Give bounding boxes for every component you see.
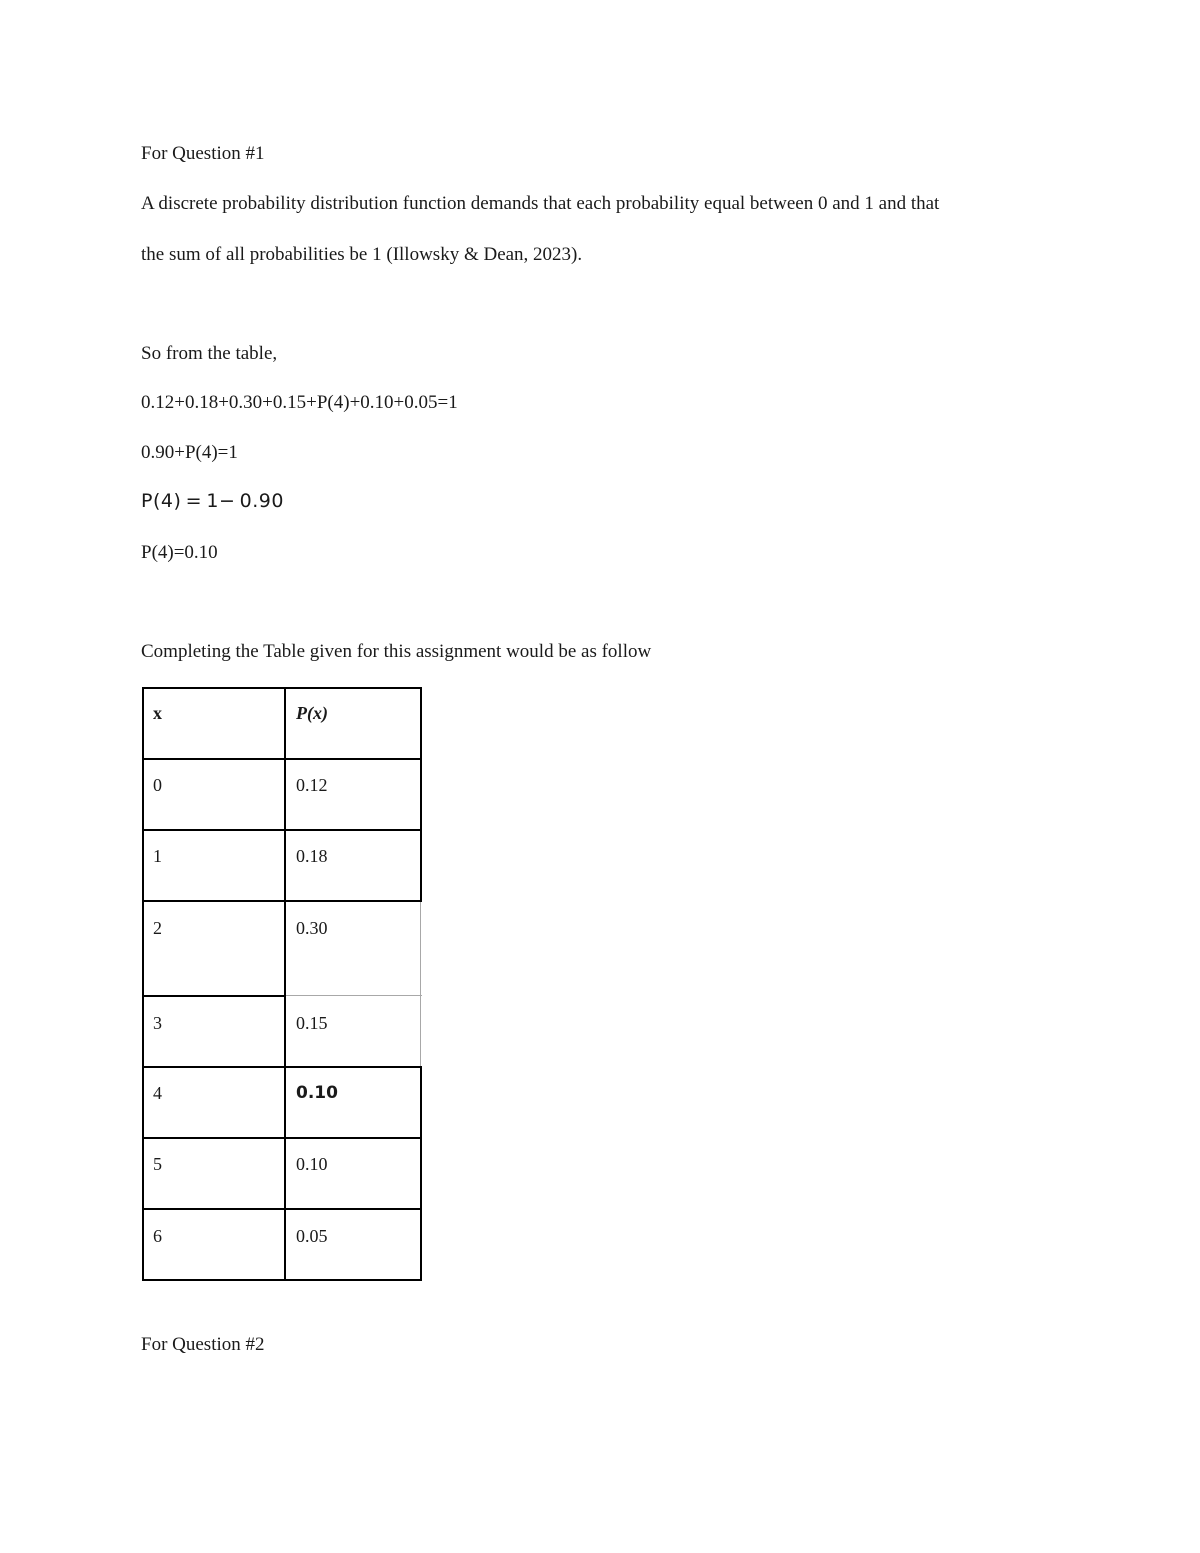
probability-table: [142, 687, 422, 1281]
table-border: [284, 687, 286, 1281]
question-2-heading: For Question #2: [141, 1334, 265, 1355]
table-cell-x: 6: [153, 1226, 162, 1246]
completing-table-text: Completing the Table given for this assignment would be as follow: [141, 641, 652, 662]
table-header-x: x: [153, 703, 162, 723]
table-border: [420, 1067, 422, 1281]
table-border: [286, 995, 422, 996]
table-border: [142, 1066, 422, 1068]
table-cell-px: 0.05: [296, 1226, 328, 1246]
table-header-px: P(x): [296, 703, 328, 723]
paragraph-line-1: A discrete probability distribution function demands that each probability equal between 0 and 1 and that: [141, 193, 940, 214]
table-cell-x: 0: [153, 775, 162, 795]
equation-solve: P(4) = 1− 0.90: [141, 490, 284, 512]
table-cell-px-highlight: 0.10: [296, 1083, 338, 1103]
table-cell-px: 0.10: [296, 1154, 328, 1174]
equation-sum: 0.12+0.18+0.30+0.15+P(4)+0.10+0.05=1: [141, 392, 458, 413]
table-cell-px: 0.30: [296, 918, 328, 938]
table-border: [142, 1208, 422, 1210]
table-cell-x: 1: [153, 846, 162, 866]
table-border: [142, 829, 422, 831]
table-cell-px: 0.12: [296, 775, 328, 795]
table-cell-x: 4: [153, 1083, 162, 1103]
table-border: [142, 687, 422, 689]
table-cell-x: 5: [153, 1154, 162, 1174]
table-cell-x: 3: [153, 1013, 162, 1033]
table-border: [142, 1279, 422, 1281]
table-border: [420, 687, 422, 902]
table-border: [142, 900, 422, 902]
table-cell-x: 2: [153, 918, 162, 938]
paragraph-line-2: the sum of all probabilities be 1 (Illowsky & Dean, 2023).: [141, 244, 583, 265]
question-1-heading: For Question #1: [141, 143, 265, 164]
table-cell-px: 0.18: [296, 846, 328, 866]
table-cell-px: 0.15: [296, 1013, 328, 1033]
table-border: [142, 687, 144, 1281]
table-border: [420, 902, 421, 1067]
table-border: [142, 758, 422, 760]
equation-result: P(4)=0.10: [141, 542, 218, 563]
table-border: [142, 995, 286, 997]
so-from-table-text: So from the table,: [141, 343, 278, 364]
table-border: [142, 1137, 422, 1139]
equation-simplified: 0.90+P(4)=1: [141, 442, 238, 463]
